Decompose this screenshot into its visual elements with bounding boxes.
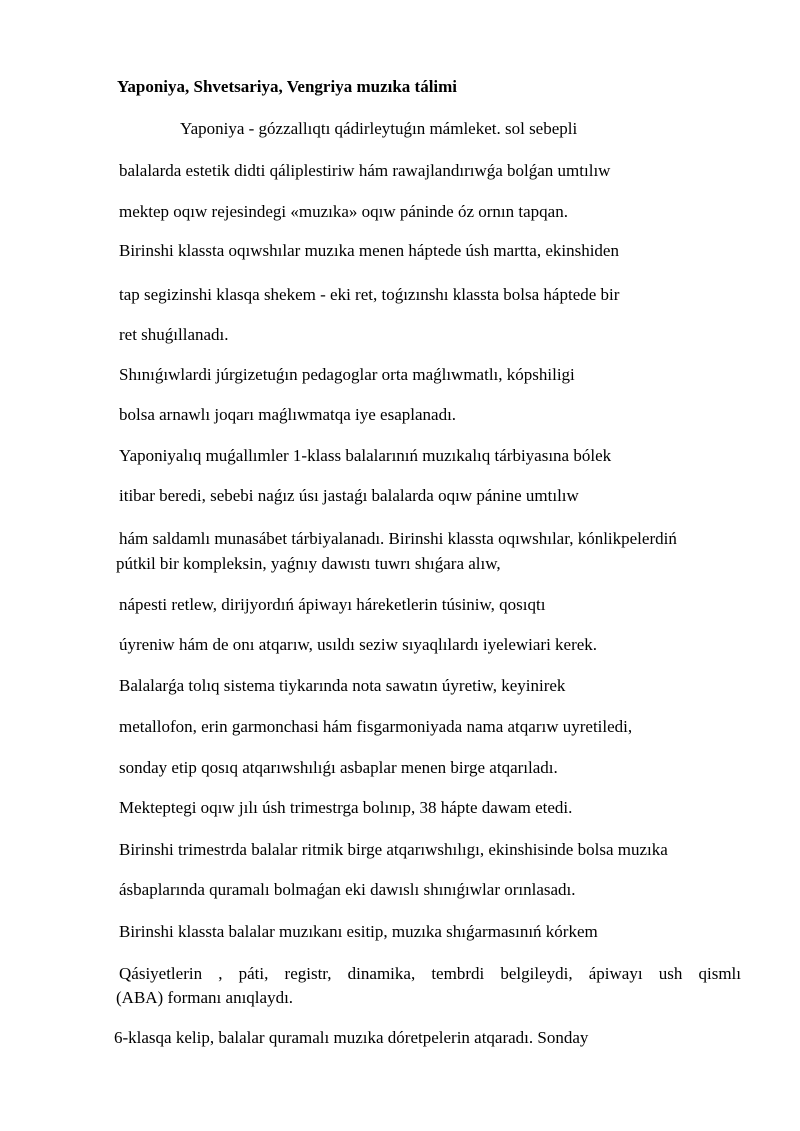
- text-line: Yaponiyalıq muǵallımler 1-klass balalarınıń muzıkalıq tárbiyasına bólek: [119, 446, 612, 465]
- text-line: pútkil bir kompleksin, yaǵnıy dawıstı tuwrı shıǵara alıw,: [116, 554, 501, 573]
- text-line: ásbaplarında quramalı bolmaǵan eki dawıslı shınıǵıwlar orınlasadı.: [119, 880, 576, 899]
- text-line: Mekteptegi oqıw jılı úsh trimestrga bolınıp, 38 hápte dawam etedi.: [119, 798, 573, 817]
- text-line: ret shuǵıllanadı.: [119, 325, 229, 344]
- text-line: Balalarǵa tolıq sistema tiykarında nota sawatın úyretiw, keyinirek: [119, 676, 566, 695]
- text-line: úyreniw hám de onı atqarıw, usıldı seziw sıyaqlılardı iyelewiari kerek.: [119, 635, 598, 654]
- text-line: balalarda estetik didti qáliplestiriw hám rawajlandırıwǵa bolǵan umtılıw: [119, 161, 611, 180]
- text-line: itibar beredi, sebebi naǵız úsı jastaǵı balalarda oqıw pánine umtılıw: [119, 486, 579, 505]
- document-title: Yaponiya, Shvetsariya, Vengriya muzıka tálimi: [117, 77, 458, 96]
- text-line: 6-klasqa kelip, balalar quramalı muzıka dóretpelerin atqaradı. Sonday: [114, 1028, 589, 1047]
- text-line: hám saldamlı munasábet tárbiyalanadı. Birinshi klassta oqıwshılar, kónlikpelerdiń: [119, 529, 677, 548]
- text-line: Birinshi klassta balalar muzıkanı esitip, muzıka shıǵarmasınıń kórkem: [119, 922, 598, 941]
- text-line: tap segizinshi klasqa shekem - eki ret, toǵızınshı klassta bolsa háptede bir: [119, 285, 620, 304]
- text-line: Birinshi trimestrda balalar ritmik birge atqarıwshılıgı, ekinshisinde bolsa muzıka: [119, 840, 668, 859]
- text-line: Birinshi klassta oqıwshılar muzıka menen háptede úsh martta, ekinshiden: [119, 241, 619, 260]
- text-line: nápesti retlew, dirijyordıń ápiwayı háreketlerin túsiniw, qosıqtı: [119, 595, 546, 614]
- text-line: Yaponiya - gózzallıqtı qádirleytuǵın mámleket. sol sebepli: [180, 119, 578, 138]
- text-line: mektep oqıw rejesindegi «muzıka» oqıw páninde óz ornın tapqan.: [119, 202, 568, 221]
- text-line: (ABA) formanı anıqlaydı.: [116, 988, 294, 1007]
- text-line: sonday etip qosıq atqarıwshılıǵı asbaplar menen birge atqarıladı.: [119, 758, 558, 777]
- text-line: metallofon, erin garmonchasi hám fisgarmoniyada nama atqarıw uyretiledi,: [119, 717, 633, 736]
- text-line: bolsa arnawlı joqarı maǵlıwmatqa iye esaplanadı.: [119, 405, 457, 424]
- text-line: Shınıǵıwlardi júrgizetuǵın pedagoglar orta maǵlıwmatlı, kópshiligi: [119, 365, 575, 384]
- text-line: Qásiyetlerin , páti, registr, dinamika, tembrdi belgileydi, ápiwayı ush qismlı: [119, 964, 741, 983]
